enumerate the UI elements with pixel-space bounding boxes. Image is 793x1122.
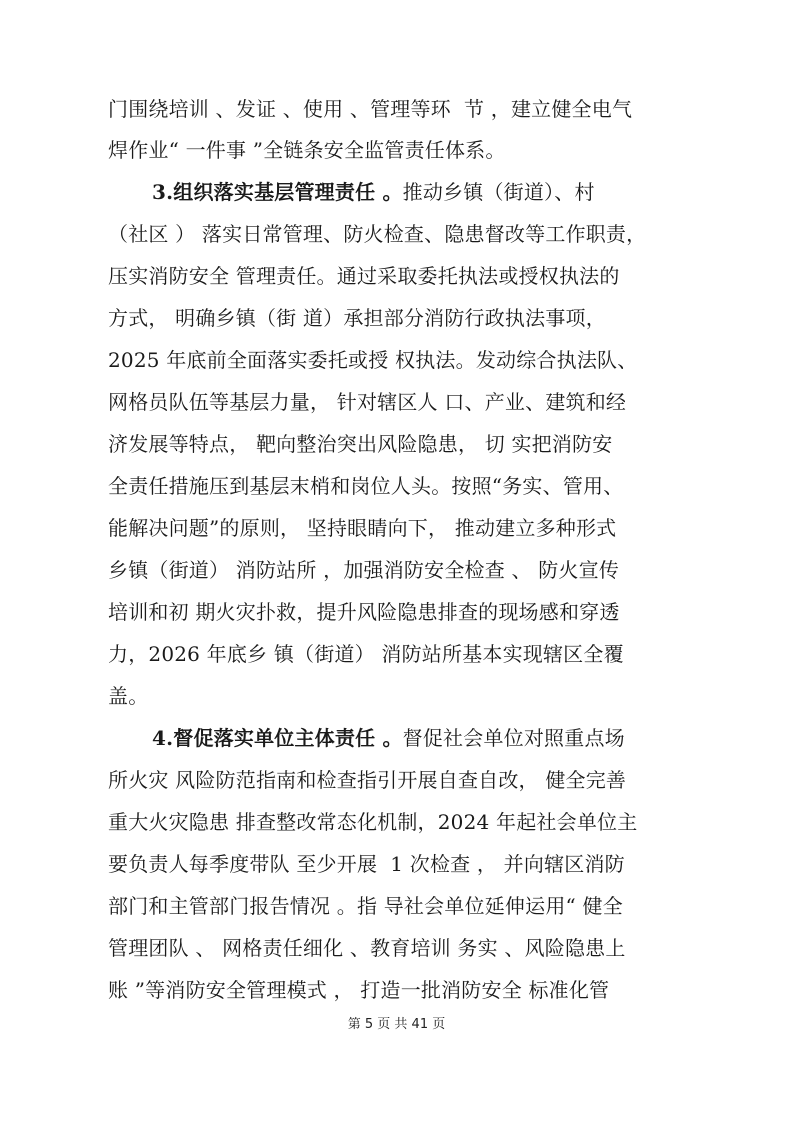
paragraph-text: 督促社会单位对照重点场: [402, 726, 625, 750]
paragraph-line: 管理团队 、 网格责任细化 、教育培训 务实 、风险隐患上: [108, 936, 626, 960]
section-3-heading: 3.组织落实基层管理责任 。: [152, 180, 403, 204]
paragraph-line: 乡镇（街道） 消防站所 ，加强消防安全检查 、 防火宣传: [108, 558, 620, 582]
section-4-heading: 4.督促落实单位主体责任 。: [152, 726, 403, 750]
paragraph-line: 部门和主管部门报告情况 。指 导社会单位延伸运用“ 健全: [108, 894, 623, 918]
paragraph-text: 推动乡镇（街道）、村: [402, 180, 595, 204]
paragraph-line: 要负责人每季度带队 至少开展 1 次检查 ， 并向辖区消防: [108, 852, 625, 876]
paragraph-line: 压实消防安全 管理责任。通过采取委托执法或授权执法的: [108, 264, 620, 288]
paragraph-line: 培训和初 期火灾扑救，提升风险隐患排查的现场感和穿透: [108, 600, 620, 624]
paragraph-line: 济发展等特点， 靶向整治突出风险隐患， 切 实把消防安: [108, 432, 613, 456]
paragraph-line: 方式， 明确乡镇（街 道）承担部分消防行政执法事项，: [108, 306, 606, 330]
paragraph-line: 能解决问题”的原则， 坚持眼睛向下， 推动建立多种形式: [108, 516, 617, 540]
paragraph-line: 网格员队伍等基层力量， 针对辖区人 口、产业、建筑和经: [108, 390, 627, 414]
paragraph-line: 门围绕培训 、发证 、使用 、管理等环 节 ，建立健全电气: [108, 97, 633, 121]
paragraph-line: 重大火灾隐患 排查整改常态化机制，2024 年起社会单位主: [108, 810, 638, 834]
paragraph-line: 账 ”等消防安全管理模式 ， 打造一批消防安全 标准化管: [108, 978, 610, 1002]
paragraph-line: 全责任措施压到基层末梢和岗位人头。按照“务实、管用、: [108, 474, 624, 498]
paragraph-line: 力，2026 年底乡 镇（街道） 消防站所基本实现辖区全覆: [108, 642, 624, 666]
section-4-line: [152, 724, 698, 752]
paragraph-line: （社区 ） 落实日常管理、防火检查、隐患督改等工作职责，: [108, 222, 647, 246]
paragraph-line: 2025 年底前全面落实委托或授 权执法。发动综合执法队、: [108, 348, 638, 372]
paragraph-line: 盖。: [108, 684, 149, 708]
page-footer: 第 5 页 共 41 页: [347, 1017, 446, 1032]
section-3-line: [152, 178, 698, 206]
paragraph-line: 焊作业“ 一件事 ”全链条安全监管责任体系。: [108, 138, 506, 162]
paragraph-line: 所火灾 风险防范指南和检查指引开展自查自改， 健全完善: [108, 768, 627, 792]
